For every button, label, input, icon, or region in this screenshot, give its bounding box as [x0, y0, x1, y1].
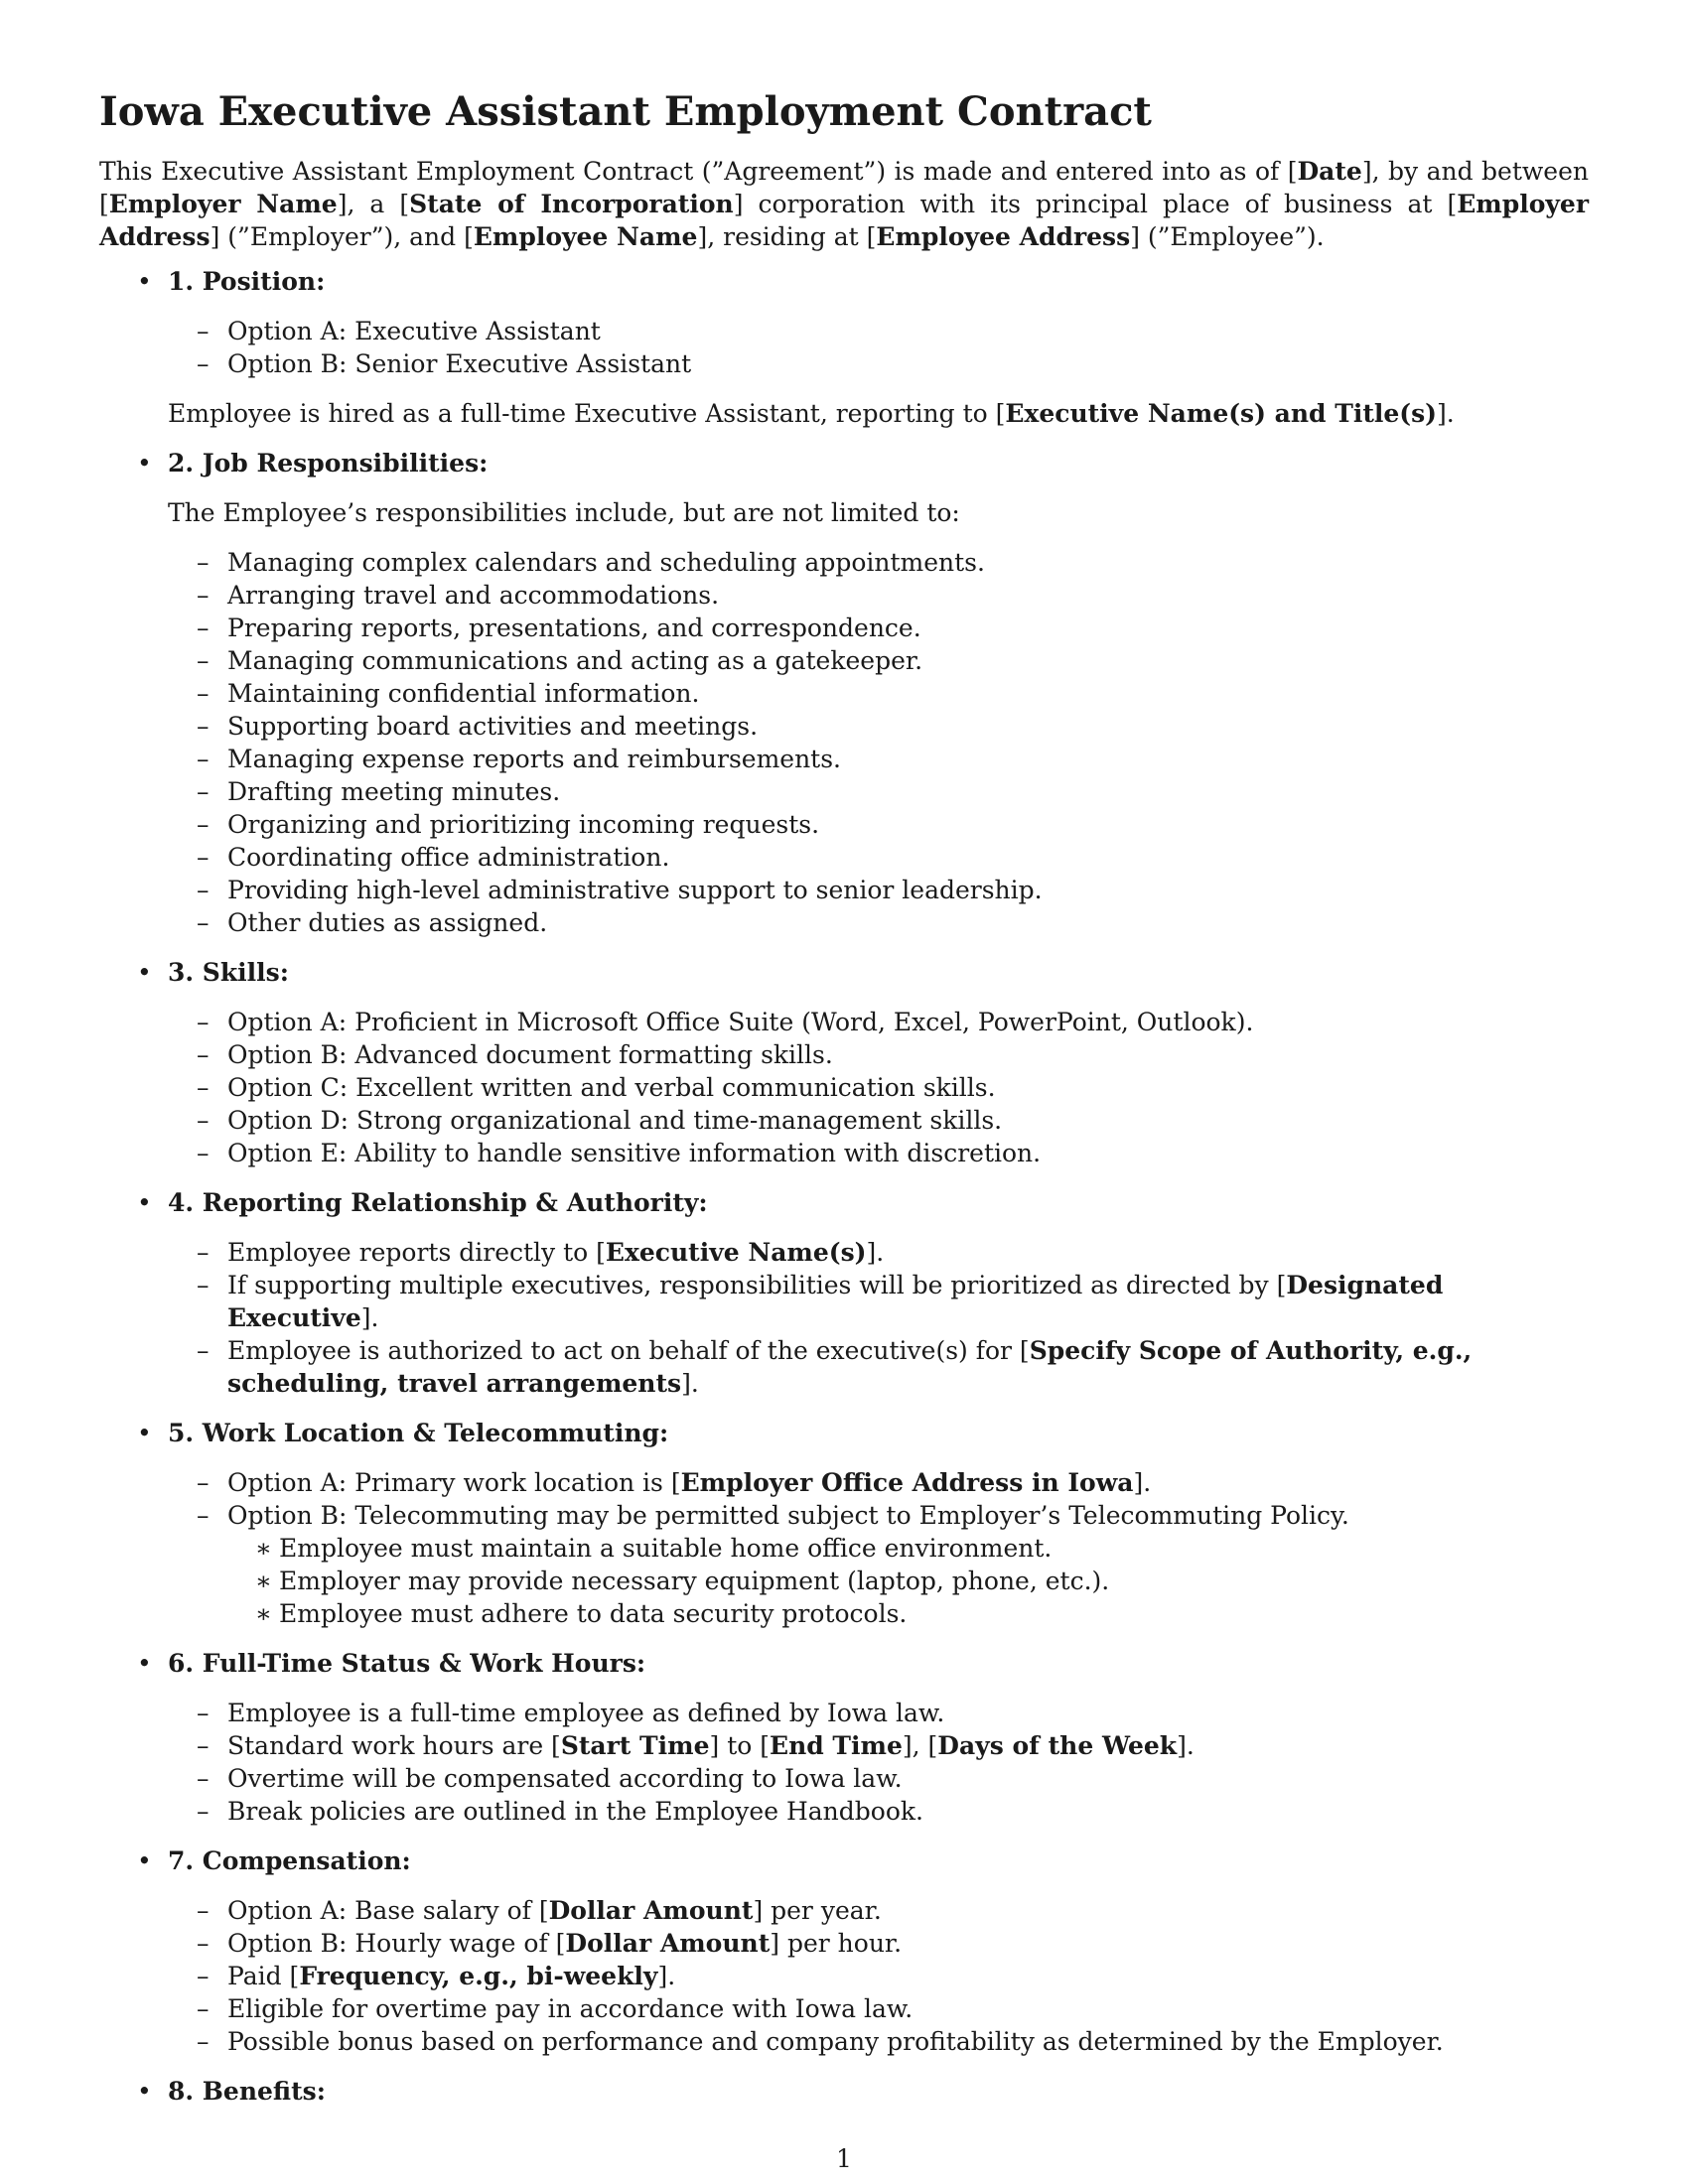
list-item: – Option B: Advanced document formatting skills.	[168, 1038, 1589, 1071]
section-heading: • 7. Compensation:	[168, 1846, 411, 1875]
start-time-placeholder: Start Time	[560, 1731, 710, 1760]
section-work-location	[99, 1417, 1589, 1630]
page-number: 1	[836, 2144, 852, 2173]
responsibilities-intro: The Employee’s responsibilities include, but are not limited to:	[168, 498, 960, 527]
employer-address-placeholder: Employer Address	[99, 190, 1589, 251]
section-heading: • 8. Benefits:	[168, 2077, 326, 2106]
list-item: – Option A: Proficient in Microsoft Office Suite (Word, Excel, PowerPoint, Outlook).	[168, 1006, 1589, 1038]
text: ] per year.	[753, 1896, 882, 1925]
section-heading: • 2. Job Responsibilities:	[168, 449, 489, 478]
responsibilities-list	[168, 546, 1589, 939]
text: Option B: Telecommuting may be permitted subject to Employer’s Telecommuting Policy.	[227, 1501, 1349, 1530]
list-item: – Option B: Senior Executive Assistant	[168, 347, 1589, 380]
list-item: – Eligible for overtime pay in accordance with Iowa law.	[168, 1992, 1589, 2025]
list-item: – Preparing reports, presentations, and correspondence.	[168, 612, 1589, 644]
list-item: – Managing communications and acting as a gatekeeper.	[168, 644, 1589, 677]
text: ] per hour.	[770, 1929, 903, 1958]
list-item: – Option D: Strong organizational and time-management skills.	[168, 1104, 1589, 1137]
executive-title-placeholder: Executive Name(s) and Title(s)	[1005, 399, 1438, 428]
employer-name-placeholder: Employer Name	[108, 190, 338, 218]
telecommuting-sublist	[227, 1532, 1589, 1630]
contract-sections	[99, 265, 1589, 2108]
list-item: – Providing high-level administrative support to senior leadership.	[168, 874, 1589, 906]
text: ].	[1177, 1731, 1195, 1760]
section-heading: • 6. Full-Time Status & Work Hours:	[168, 1649, 646, 1678]
section-heading: • 5. Work Location & Telecommuting:	[168, 1419, 669, 1447]
list-item	[168, 1334, 1589, 1400]
list-item: – Managing complex calendars and scheduling appointments.	[168, 546, 1589, 579]
text: ].	[360, 1303, 379, 1332]
text: Employee is hired as a full-time Executive Assistant, reporting to [	[168, 399, 1006, 428]
list-item: – Coordinating office administration.	[168, 841, 1589, 874]
list-item: – Break policies are outlined in the Employee Handbook.	[168, 1795, 1589, 1828]
section-heading: • 3. Skills:	[168, 958, 289, 987]
list-item: – Option A: Executive Assistant	[168, 315, 1589, 347]
text: Employee is authorized to act on behalf of the executive(s) for [	[227, 1336, 1030, 1365]
position-options	[168, 315, 1589, 380]
list-item: – Arranging travel and accommodations.	[168, 579, 1589, 612]
pay-frequency-placeholder: Frequency, e.g., bi-weekly	[299, 1962, 658, 1990]
text: ].	[657, 1962, 676, 1990]
intro-paragraph	[99, 155, 1589, 253]
intro-text: ] (”Employee”).	[1130, 222, 1325, 251]
text: If supporting multiple executives, responsibilities will be prioritized as directed by [	[227, 1271, 1287, 1299]
list-item	[168, 1927, 1589, 1960]
days-placeholder: Days of the Week	[937, 1731, 1178, 1760]
executive-name-placeholder: Executive Name(s)	[605, 1238, 867, 1267]
section-work-hours	[99, 1647, 1589, 1828]
intro-text: ] (”Employer”), and [	[210, 222, 474, 251]
designated-executive-placeholder: Designated Executive	[227, 1271, 1444, 1332]
text: Standard work hours are [	[227, 1731, 561, 1760]
list-item	[168, 1894, 1589, 1927]
employee-name-placeholder: Employee Name	[473, 222, 698, 251]
list-item: – Overtime will be compensated according to Iowa law.	[168, 1762, 1589, 1795]
list-item: – Drafting meeting minutes.	[168, 775, 1589, 808]
section-skills	[99, 956, 1589, 1169]
text: Option B: Hourly wage of [	[227, 1929, 566, 1958]
document-title: Iowa Executive Assistant Employment Contract	[99, 88, 1152, 135]
state-placeholder: State of Incorporation	[409, 190, 734, 218]
intro-text: ] corporation with its principal place of business at [	[733, 190, 1458, 218]
sub-list-item: ∗ Employee must maintain a suitable home office environment.	[227, 1532, 1589, 1565]
text: ].	[1437, 399, 1455, 428]
section-reporting-relationship	[99, 1186, 1589, 1400]
office-address-placeholder: Employer Office Address in Iowa	[680, 1468, 1134, 1497]
sub-list-item: ∗ Employer may provide necessary equipment (laptop, phone, etc.).	[227, 1565, 1589, 1597]
text: ] to [	[709, 1731, 771, 1760]
compensation-list	[168, 1894, 1589, 2058]
intro-text: This Executive Assistant Employment Contract (”Agreement”) is made and entered into as of [	[99, 157, 1298, 186]
list-item: – Supporting board activities and meetings.	[168, 710, 1589, 743]
list-item: – Organizing and prioritizing incoming requests.	[168, 808, 1589, 841]
section-benefits	[99, 2075, 1589, 2108]
section-position	[99, 265, 1589, 430]
sub-list-item: ∗ Employee must adhere to data security protocols.	[227, 1597, 1589, 1630]
text: Employee reports directly to [	[227, 1238, 606, 1267]
scope-of-authority-placeholder: Specify Scope of Authority, e.g., scheduling, travel arrangements	[227, 1336, 1473, 1398]
text: ], [	[902, 1731, 938, 1760]
hourly-wage-placeholder: Dollar Amount	[565, 1929, 771, 1958]
list-item	[168, 1466, 1589, 1499]
text: ].	[1133, 1468, 1152, 1497]
document-page	[99, 87, 1589, 2124]
section-heading: • 4. Reporting Relationship & Authority:	[168, 1188, 708, 1217]
list-item: – Possible bonus based on performance and company profitability as determined by the Employer.	[168, 2025, 1589, 2058]
employee-address-placeholder: Employee Address	[876, 222, 1131, 251]
list-item: – Option E: Ability to handle sensitive information with discretion.	[168, 1137, 1589, 1169]
list-item	[168, 1499, 1589, 1630]
list-item: – Option C: Excellent written and verbal communication skills.	[168, 1071, 1589, 1104]
list-item	[168, 1236, 1589, 1269]
intro-text: ], a [	[337, 190, 410, 218]
skills-list	[168, 1006, 1589, 1169]
list-item: – Maintaining confidential information.	[168, 677, 1589, 710]
list-item: – Other duties as assigned.	[168, 906, 1589, 939]
reporting-list	[168, 1236, 1589, 1400]
work-location-list	[168, 1466, 1589, 1630]
section-compensation	[99, 1844, 1589, 2058]
section-heading: • 1. Position:	[168, 267, 326, 296]
text: Option A: Primary work location is [	[227, 1468, 681, 1497]
list-item	[168, 1729, 1589, 1762]
text: ].	[866, 1238, 885, 1267]
text: ].	[681, 1369, 699, 1398]
list-item: – Managing expense reports and reimbursements.	[168, 743, 1589, 775]
list-item	[168, 1960, 1589, 1992]
list-item: – Employee is a full-time employee as defined by Iowa law.	[168, 1697, 1589, 1729]
date-placeholder: Date	[1297, 157, 1362, 186]
salary-placeholder: Dollar Amount	[548, 1896, 754, 1925]
intro-text: ], residing at [	[697, 222, 877, 251]
section-job-responsibilities	[99, 447, 1589, 939]
intro-text: ], by and between [	[99, 157, 1589, 218]
text: Paid [	[227, 1962, 300, 1990]
work-hours-list	[168, 1697, 1589, 1828]
position-paragraph	[168, 397, 1589, 430]
list-item	[168, 1269, 1589, 1334]
text: Option A: Base salary of [	[227, 1896, 549, 1925]
end-time-placeholder: End Time	[770, 1731, 903, 1760]
